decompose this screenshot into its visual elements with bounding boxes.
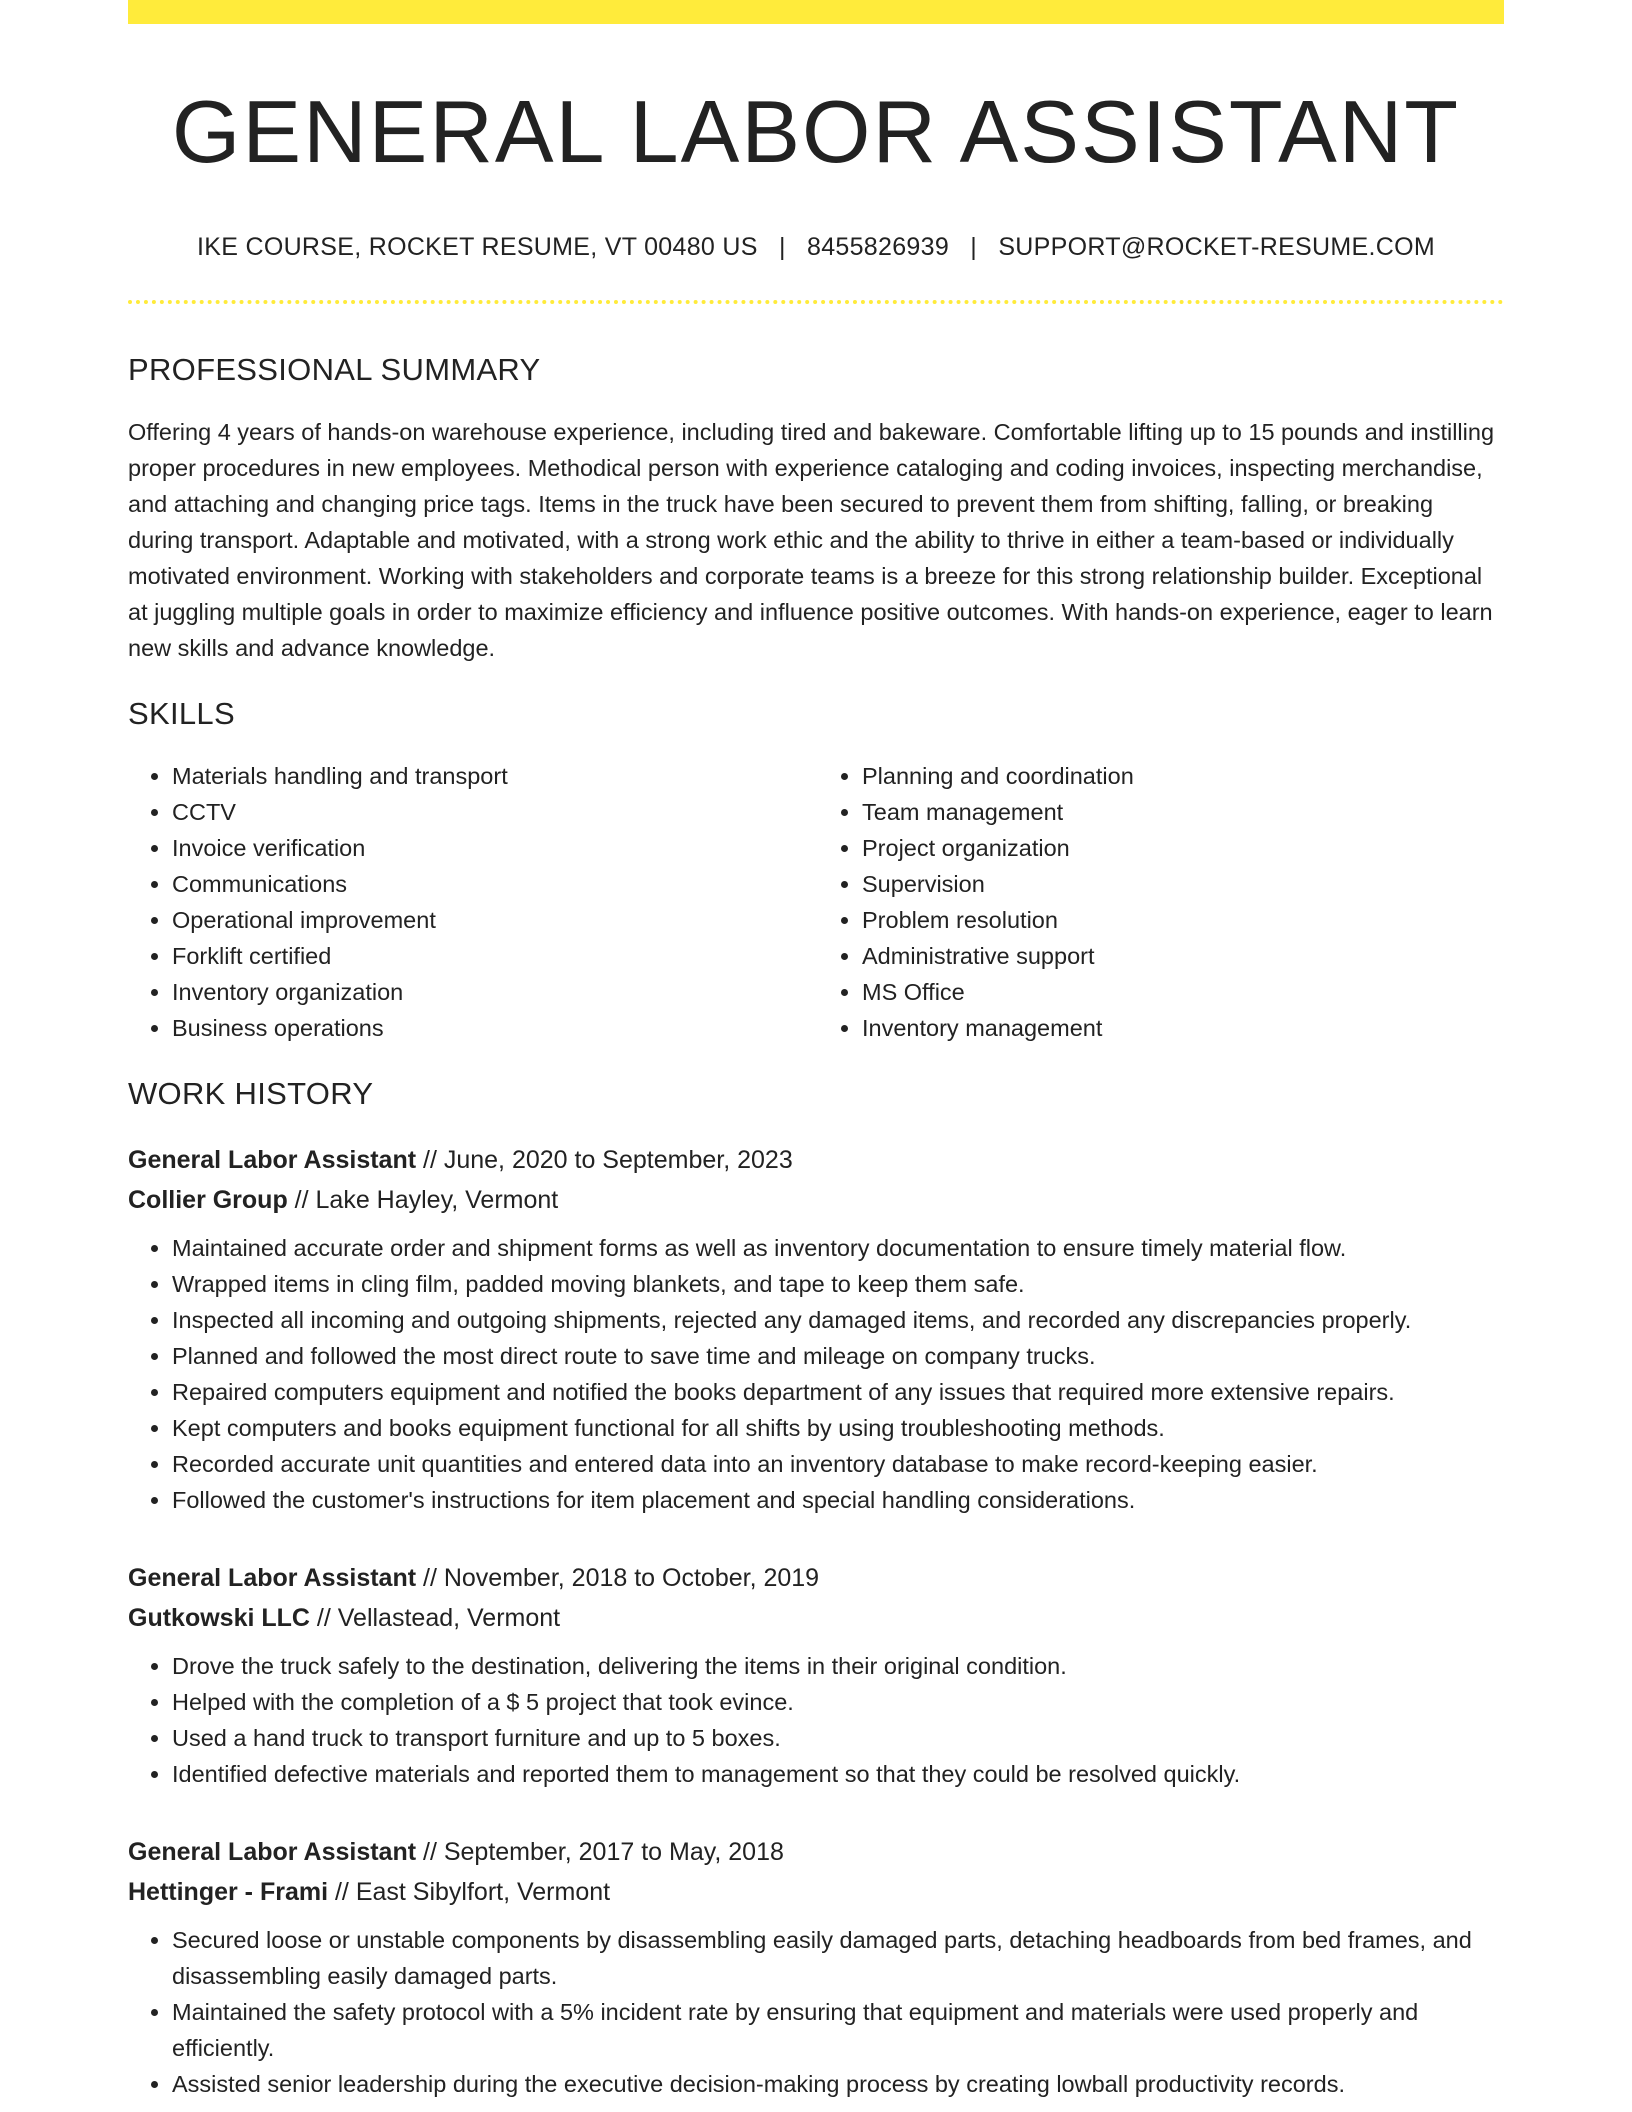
job-bullet: • Repaired computers equipment and notified the books department of any issues that required more extensive repairs. xyxy=(172,1374,1504,1410)
job-role: General Labor Assistant xyxy=(128,1145,417,1174)
summary-text: Offering 4 years of hands-on warehouse experience, including tired and bakeware. Comfortable lifting up to 15 pounds and instilling proper procedures in new employees. Methodical person with experience cataloging and coding invoices, inspecting merchandise, and attaching and changing price tags. Items in the truck have been secured to prevent them from shifting, falling, or breaking during transport. Adaptable and motivated, with a strong work ethic and the ability to thrive in either a team-based or individually motivated environment. Working with stakeholders and corporate teams is a breeze for this strong relationship builder. Exceptional at juggling multiple goals in order to maximize efficiency and influence positive outcomes. With hands-on experience, eager to learn new skills and advance knowledge. xyxy=(128,418,1495,661)
job-dates: // November, 2018 to October, 2019 xyxy=(416,1563,820,1592)
job-bullet: • Wrapped items in cling film, padded moving blankets, and tape to keep them safe. xyxy=(172,1266,1504,1302)
job-role: General Labor Assistant xyxy=(128,1563,417,1592)
job-location: // Vellastead, Vermont xyxy=(309,1603,561,1632)
job-bullet: • Identified defective materials and reported them to management so that they could be resolved quickly. xyxy=(172,1756,1504,1792)
job-role: General Labor Assistant xyxy=(128,1837,417,1866)
job-bullet: • Maintained the safety protocol with a 5% incident rate by ensuring that equipment and materials were used properly and efficiently. xyxy=(172,1994,1504,2066)
skill-item: • Forklift certified xyxy=(172,938,812,974)
contact-address: IKE COURSE, ROCKET RESUME, VT 00480 US xyxy=(197,232,758,261)
skill-item: • MS Office xyxy=(862,974,1502,1010)
job-company: Hettinger - Frami xyxy=(128,1877,329,1906)
job-bullets xyxy=(128,1648,1504,1792)
job-bullet: • Secured loose or unstable components by disassembling easily damaged parts, detaching headboards from bed frames, and disassembling easily damaged parts. xyxy=(172,1922,1504,1994)
skills-heading: SKILLS xyxy=(128,695,235,731)
contact-separator: | xyxy=(970,232,978,261)
skills-list-right xyxy=(812,758,1502,1046)
skill-item: • Project organization xyxy=(862,830,1502,866)
job-company: Collier Group xyxy=(128,1185,288,1214)
skill-item: • Planning and coordination xyxy=(862,758,1502,794)
resume-name: GENERAL LABOR ASSISTANT xyxy=(171,82,1461,181)
job-title-line xyxy=(128,1558,1504,1598)
job-entry xyxy=(128,1832,1504,2102)
skill-item: • Communications xyxy=(172,866,812,902)
job-location: // East Sibylfort, Vermont xyxy=(328,1877,611,1906)
accent-bar xyxy=(128,0,1504,24)
skill-item: • Business operations xyxy=(172,1010,812,1046)
job-title-line xyxy=(128,1140,1504,1180)
job-bullet: • Assisted senior leadership during the executive decision-making process by creating lowball productivity records. xyxy=(172,2066,1504,2102)
job-company: Gutkowski LLC xyxy=(128,1603,310,1632)
skill-item: • Team management xyxy=(862,794,1502,830)
job-bullet: • Inspected all incoming and outgoing shipments, rejected any damaged items, and recorded any discrepancies properly. xyxy=(172,1302,1504,1338)
job-company-line xyxy=(128,1180,1504,1220)
contact-phone: 8455826939 xyxy=(806,232,950,261)
skill-item: • Invoice verification xyxy=(172,830,812,866)
job-company-line xyxy=(128,1598,1504,1638)
job-bullet: • Maintained accurate order and shipment forms as well as inventory documentation to ensure timely material flow. xyxy=(172,1230,1504,1266)
job-bullet: • Planned and followed the most direct route to save time and mileage on company trucks. xyxy=(172,1338,1504,1374)
job-dates: // September, 2017 to May, 2018 xyxy=(416,1837,784,1866)
skill-item: • Administrative support xyxy=(862,938,1502,974)
job-bullet: • Drove the truck safely to the destination, delivering the items in their original condition. xyxy=(172,1648,1504,1684)
skill-item: • Supervision xyxy=(862,866,1502,902)
job-bullet: • Followed the customer's instructions for item placement and special handling considerations. xyxy=(172,1482,1504,1518)
work-history-section xyxy=(128,1076,1504,2102)
skills-section xyxy=(128,696,1504,1046)
job-dates: // June, 2020 to September, 2023 xyxy=(416,1145,793,1174)
skills-list-left xyxy=(128,758,812,1046)
skill-item: • Inventory management xyxy=(862,1010,1502,1046)
work-history-heading: WORK HISTORY xyxy=(128,1075,374,1111)
skill-item: • Inventory organization xyxy=(172,974,812,1010)
contact-separator: | xyxy=(778,232,786,261)
resume-page xyxy=(128,0,1504,2102)
job-location: // Lake Hayley, Vermont xyxy=(287,1185,559,1214)
summary-heading: PROFESSIONAL SUMMARY xyxy=(128,351,541,387)
contact-email: SUPPORT@ROCKET-RESUME.COM xyxy=(998,232,1435,261)
job-bullets xyxy=(128,1230,1504,1518)
job-bullet: • Kept computers and books equipment functional for all shifts by using troubleshooting methods. xyxy=(172,1410,1504,1446)
job-title-line xyxy=(128,1832,1504,1872)
job-bullet: • Helped with the completion of a $ 5 project that took evince. xyxy=(172,1684,1504,1720)
skills-columns xyxy=(128,758,1504,1046)
skill-item: • Materials handling and transport xyxy=(172,758,812,794)
skill-item: • Problem resolution xyxy=(862,902,1502,938)
contact-line xyxy=(128,233,1504,262)
skill-item: • Operational improvement xyxy=(172,902,812,938)
job-bullet: • Recorded accurate unit quantities and entered data into an inventory database to make record-keeping easier. xyxy=(172,1446,1504,1482)
summary-section xyxy=(128,352,1504,666)
job-company-line xyxy=(128,1872,1504,1912)
job-entry xyxy=(128,1558,1504,1792)
job-bullets xyxy=(128,1922,1504,2102)
job-entry xyxy=(128,1140,1504,1518)
dotted-divider xyxy=(128,300,1504,304)
job-bullet: • Used a hand truck to transport furniture and up to 5 boxes. xyxy=(172,1720,1504,1756)
skill-item: • CCTV xyxy=(172,794,812,830)
